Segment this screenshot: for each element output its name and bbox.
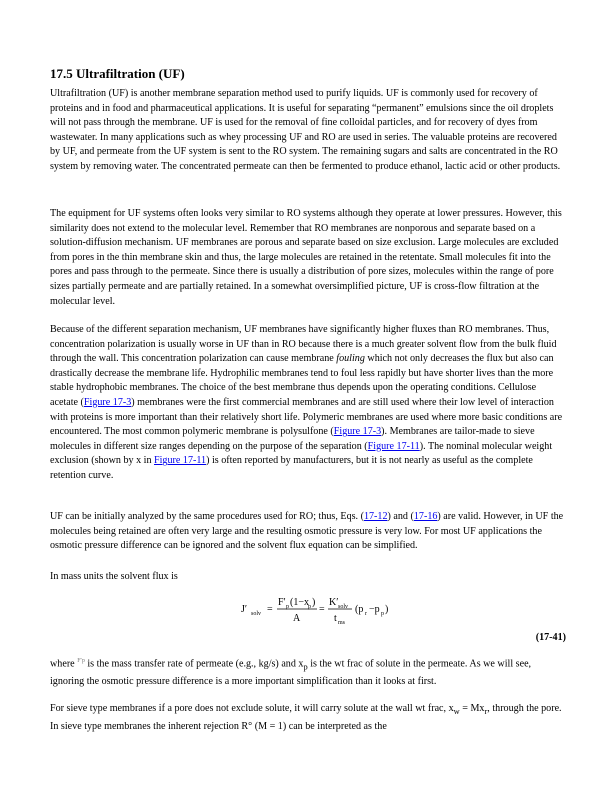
paragraph-sieve: For sieve type membranes if a pore does not exclude solute, it will carry solute at the wall wt frac, $x_w = Mx_r$, through the pore. In sieve type membranes the inherent rejection R° (M = 1) can be interpreted as the <box>50 703 562 732</box>
svg-text:r: r <box>365 611 367 617</box>
equation-17-41 <box>240 590 400 630</box>
figure-17-11-link[interactable]: Figure 17-11 <box>367 440 420 452</box>
fouling-term: fouling <box>336 353 365 365</box>
svg-text:A: A <box>293 613 301 624</box>
paragraph-equipment: The equipment for UF systems often looks very similar to RO systems although they operate at lower pressures. However, this similarity does not extend to the molecular level. Remember that RO membranes are nonporous and separate based on a solution-diffusion mechanism. UF membranes are porous and separate based on size exclusion. Large molecules are excluded from pores in the thin membrane skin and thus, the large molecules are retained in the retentate. Small molecules fit into the pores and pass through to the permeate. Since there is usually a distribution of pore sizes, molecules within the range of pore sizes partially permeate and are partially retained. In a somewhat oversimplified picture, UF is cross-flow filtration at the molecular level. <box>50 208 562 307</box>
svg-text:(p: (p <box>355 604 364 615</box>
figure-17-3-link[interactable]: Figure 17-3 <box>83 396 132 408</box>
svg-text:=: = <box>319 604 325 615</box>
svg-text:): ) <box>312 597 316 608</box>
svg-text:(1−x: (1−x <box>290 597 309 608</box>
paragraph-membranes: Because of the different separation mechanism, UF membranes have significantly higher fluxes than RO membranes. Thus, concentration polarization is usually worse in UF than in RO because there is a much greater solvent flow from the bulk fluid through the wall. This concentration polarization can cause membrane fouling which not only decreases the flux but also can drastically decrease the membrane life. Hydrophilic membranes tend to foul less rapidly but have shorter lives than the more stable hydrophobic membranes. The choice of the best membrane thus depends upon the operating conditions. Cellulose acetate (Figure 17-3) membranes were the first commercial membranes and are still used where their low level of interaction with proteins is more important than their relatively short life. Polymeric membranes are used where more basic conditions are encountered. The most common polymeric membrane is polysulfone (Figure 17-3). Membranes are tailor-made to sieve molecules in different size ranges depending on the purpose of the separation (Figure 17-11). The nominal molecular weight exclusion (shown by x in Figure 17-11) is often reported by manufacturers, but it is not nearly as useful as the complete retention curve. <box>50 324 563 481</box>
paragraph-where: where $^{F'p}$ is the mass transfer rate of permeate (e.g., kg/s) and $x_p$ is the wt frac of solute in the permeate. As we will see, ignoring the osmotic pressure difference is a more important simplification than it looks at first. <box>50 658 532 687</box>
paragraph-intro: Ultrafiltration (UF) is another membrane separation method used to purify liquids. UF is commonly used for recovery of proteins and in food and pharmaceutical applications. It is useful for separating “permanent” emulsions since the oil droplets will not pass through the membrane. UF is used for the removal of fine colloidal particles, and for recovery of dyes from wastewater. In many applications such as whey processing UF and RO are used in series. The valuable proteins are recovered by UF, and permeate from the UF system is sent to the RO system. The remaining sugars and salts are concentrated in the RO system by removing water. The concentrated permeate can then be fermented to produce ethanol, lactic acid or other products. <box>50 88 561 172</box>
equation-17-16-link[interactable]: 17-16 <box>413 511 438 522</box>
equation-17-12-link[interactable]: 17-12 <box>363 511 388 522</box>
svg-text:p: p <box>286 604 289 610</box>
svg-text:p: p <box>308 604 311 610</box>
figure-17-3-link-2[interactable]: Figure 17-3 <box>333 426 382 438</box>
svg-text:ms: ms <box>338 620 346 626</box>
paragraph-mass-units: In mass units the solvent flux is <box>50 571 178 582</box>
paragraph-analysis: UF can be initially analyzed by the same procedures used for RO; thus, Eqs. (17-12) and (17-16) are valid. However, in UF the molecules being retained are often very large and the resulting osmotic pressure is very low. For most UF applications the osmotic pressure difference can be ignored and the solvent flux equation can be simplified. <box>50 511 564 552</box>
svg-text:p: p <box>381 611 384 617</box>
svg-text:solv: solv <box>251 611 262 617</box>
svg-text:J′: J′ <box>241 604 248 615</box>
section-heading: 17.5 Ultrafiltration (UF) <box>50 66 185 81</box>
equation-number: (17-41) <box>535 632 566 643</box>
permeate-rate-symbol: F′p <box>77 658 85 664</box>
figure-17-11-link-2[interactable]: Figure 17-11 <box>154 455 207 467</box>
svg-text:K′: K′ <box>329 597 339 608</box>
svg-text:solv: solv <box>338 604 349 610</box>
svg-text:t: t <box>334 613 337 624</box>
svg-text:F′: F′ <box>278 597 286 608</box>
svg-text:): ) <box>385 604 389 615</box>
svg-text:=: = <box>267 604 273 615</box>
svg-text:−p: −p <box>369 604 380 615</box>
